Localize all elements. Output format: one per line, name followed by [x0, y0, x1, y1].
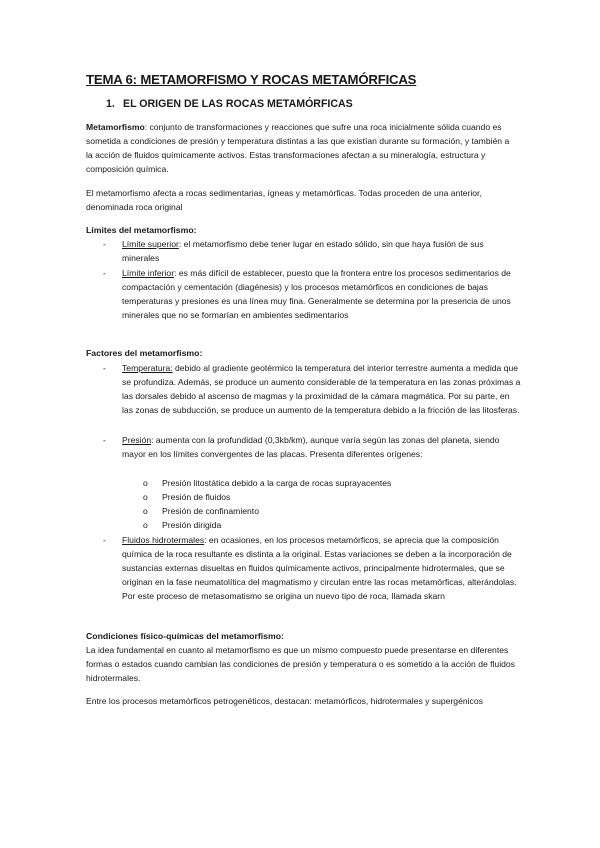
definition-text: : conjunto de transformaciones y reacciones que sufre una roca inicialmente sólida cuando es sometida a condiciones de presión y temperatura distintas a las que existían durante su formación, y también a la acción de fluidos químicamente activos. Estas transformaciones afectan a su mineralogía, estructura y composición química.: [86, 122, 510, 174]
pressure-origin-item: o Presión de confinamiento: [143, 506, 259, 516]
factor-item-pressure: [103, 433, 521, 461]
section-title: EL ORIGEN DE LAS ROCAS METAMÓRFICAS: [123, 98, 353, 110]
list-dash: -: [103, 268, 106, 278]
factor-item-hydrothermal: [103, 533, 521, 603]
bullet-icon: o: [143, 478, 148, 488]
list-dash: -: [103, 363, 106, 373]
bullet-icon: o: [143, 506, 148, 516]
factor-term: Temperatura:: [122, 363, 173, 373]
factor-item-temperature: [103, 361, 521, 417]
pressure-origin-item: o Presión dirigida: [143, 520, 222, 530]
pressure-origin-item: o Presión de fluidos: [143, 492, 231, 502]
limits-heading: Límites del metamorfismo:: [86, 225, 197, 235]
section-number: 1.: [106, 98, 115, 110]
definition-term: Metamorfismo: [86, 122, 145, 132]
pressure-origin-item: o Presión litostática debido a la carga de rocas suprayacentes: [143, 478, 392, 488]
limit-item-inferior: [103, 266, 521, 322]
bullet-icon: o: [143, 492, 148, 502]
bullet-icon: o: [143, 520, 148, 530]
limit-term: Límite inferior: [122, 268, 175, 278]
limit-text: : el metamorfismo debe tener lugar en estado sólido, sin que haya fusión de sus minerales: [122, 239, 484, 263]
conditions-paragraph: La idea fundamental en cuanto al metamorfismo es que un mismo compuesto puede presentarse en diferentes formas o estados cuando cambian las condiciones de presión y temperatura o es sometido a la acción de fluidos hidrotermales.: [86, 645, 515, 683]
conditions-heading: Condiciones físico-químicas del metamorfismo:: [86, 631, 284, 641]
document-title: TEMA 6: METAMORFISMO Y ROCAS METAMÓRFICAS: [86, 72, 417, 87]
definition-paragraph: [86, 120, 518, 176]
factor-term: Presión: [122, 435, 152, 445]
list-dash: -: [103, 535, 106, 545]
factor-text: : aumenta con la profundidad (0,3kb/km), aunque varía según las zonas del planeta, siendo mayor en los límites convergentes de las placas. Presenta diferentes orígenes:: [122, 435, 500, 459]
factor-text: : en ocasiones, en los procesos metamórficos, se aprecia que la composición química de la roca resultante es distinta a la original. Estas variaciones se deben a la incorporación de sustancias externas disueltas en fluidos químicamente activos, principalmente hidrotermales, que se originan en la fase neumatolítica del magmatismo y circulan entre las rocas metamórficas, alterándolas. Por este proceso de metasomatismo se origina un nuevo tipo de roca, llamada skarn: [122, 535, 517, 601]
factor-text: debido al gradiente geotérmico la temperatura del interior terrestre aumenta a medida que se profundiza. Además, se produce un aumento considerable de la temperatura en las zonas próximas a las dorsales debido al ascenso de magmas y la proximidad de la cámara magmática. Por su parte, en las zonas de subducción, se produce un aumento de la temperatura debido a la fricción de las litosferas.: [122, 363, 521, 415]
final-paragraph: Entre los procesos metamórficos petrogenéticos, destacan: metamórficos, hidrotermales y supergénicos: [86, 696, 483, 706]
section-heading: [106, 98, 353, 110]
list-dash: -: [103, 435, 106, 445]
intro-paragraph: El metamorfismo afecta a rocas sedimentarias, ígneas y metamórficas. Todas proceden de una anterior, denominada roca original: [86, 188, 482, 212]
factor-term: Fluidos hidrotermales: [122, 535, 205, 545]
factors-heading: Factores del metamorfismo:: [86, 348, 203, 358]
limit-term: Límite superior: [122, 239, 179, 249]
list-dash: -: [103, 239, 106, 249]
limit-item-superior: [103, 237, 521, 265]
limit-text: : es más difícil de establecer, puesto que la frontera entre los procesos sedimentarios de compactación y cementación (diagénesis) y los procesos metamórficos en condiciones de bajas temperaturas y presiones es una línea muy fina. Generalmente se determina por la presencia de unos minerales que no se formarían en ambientes sedimentarios: [122, 268, 511, 320]
